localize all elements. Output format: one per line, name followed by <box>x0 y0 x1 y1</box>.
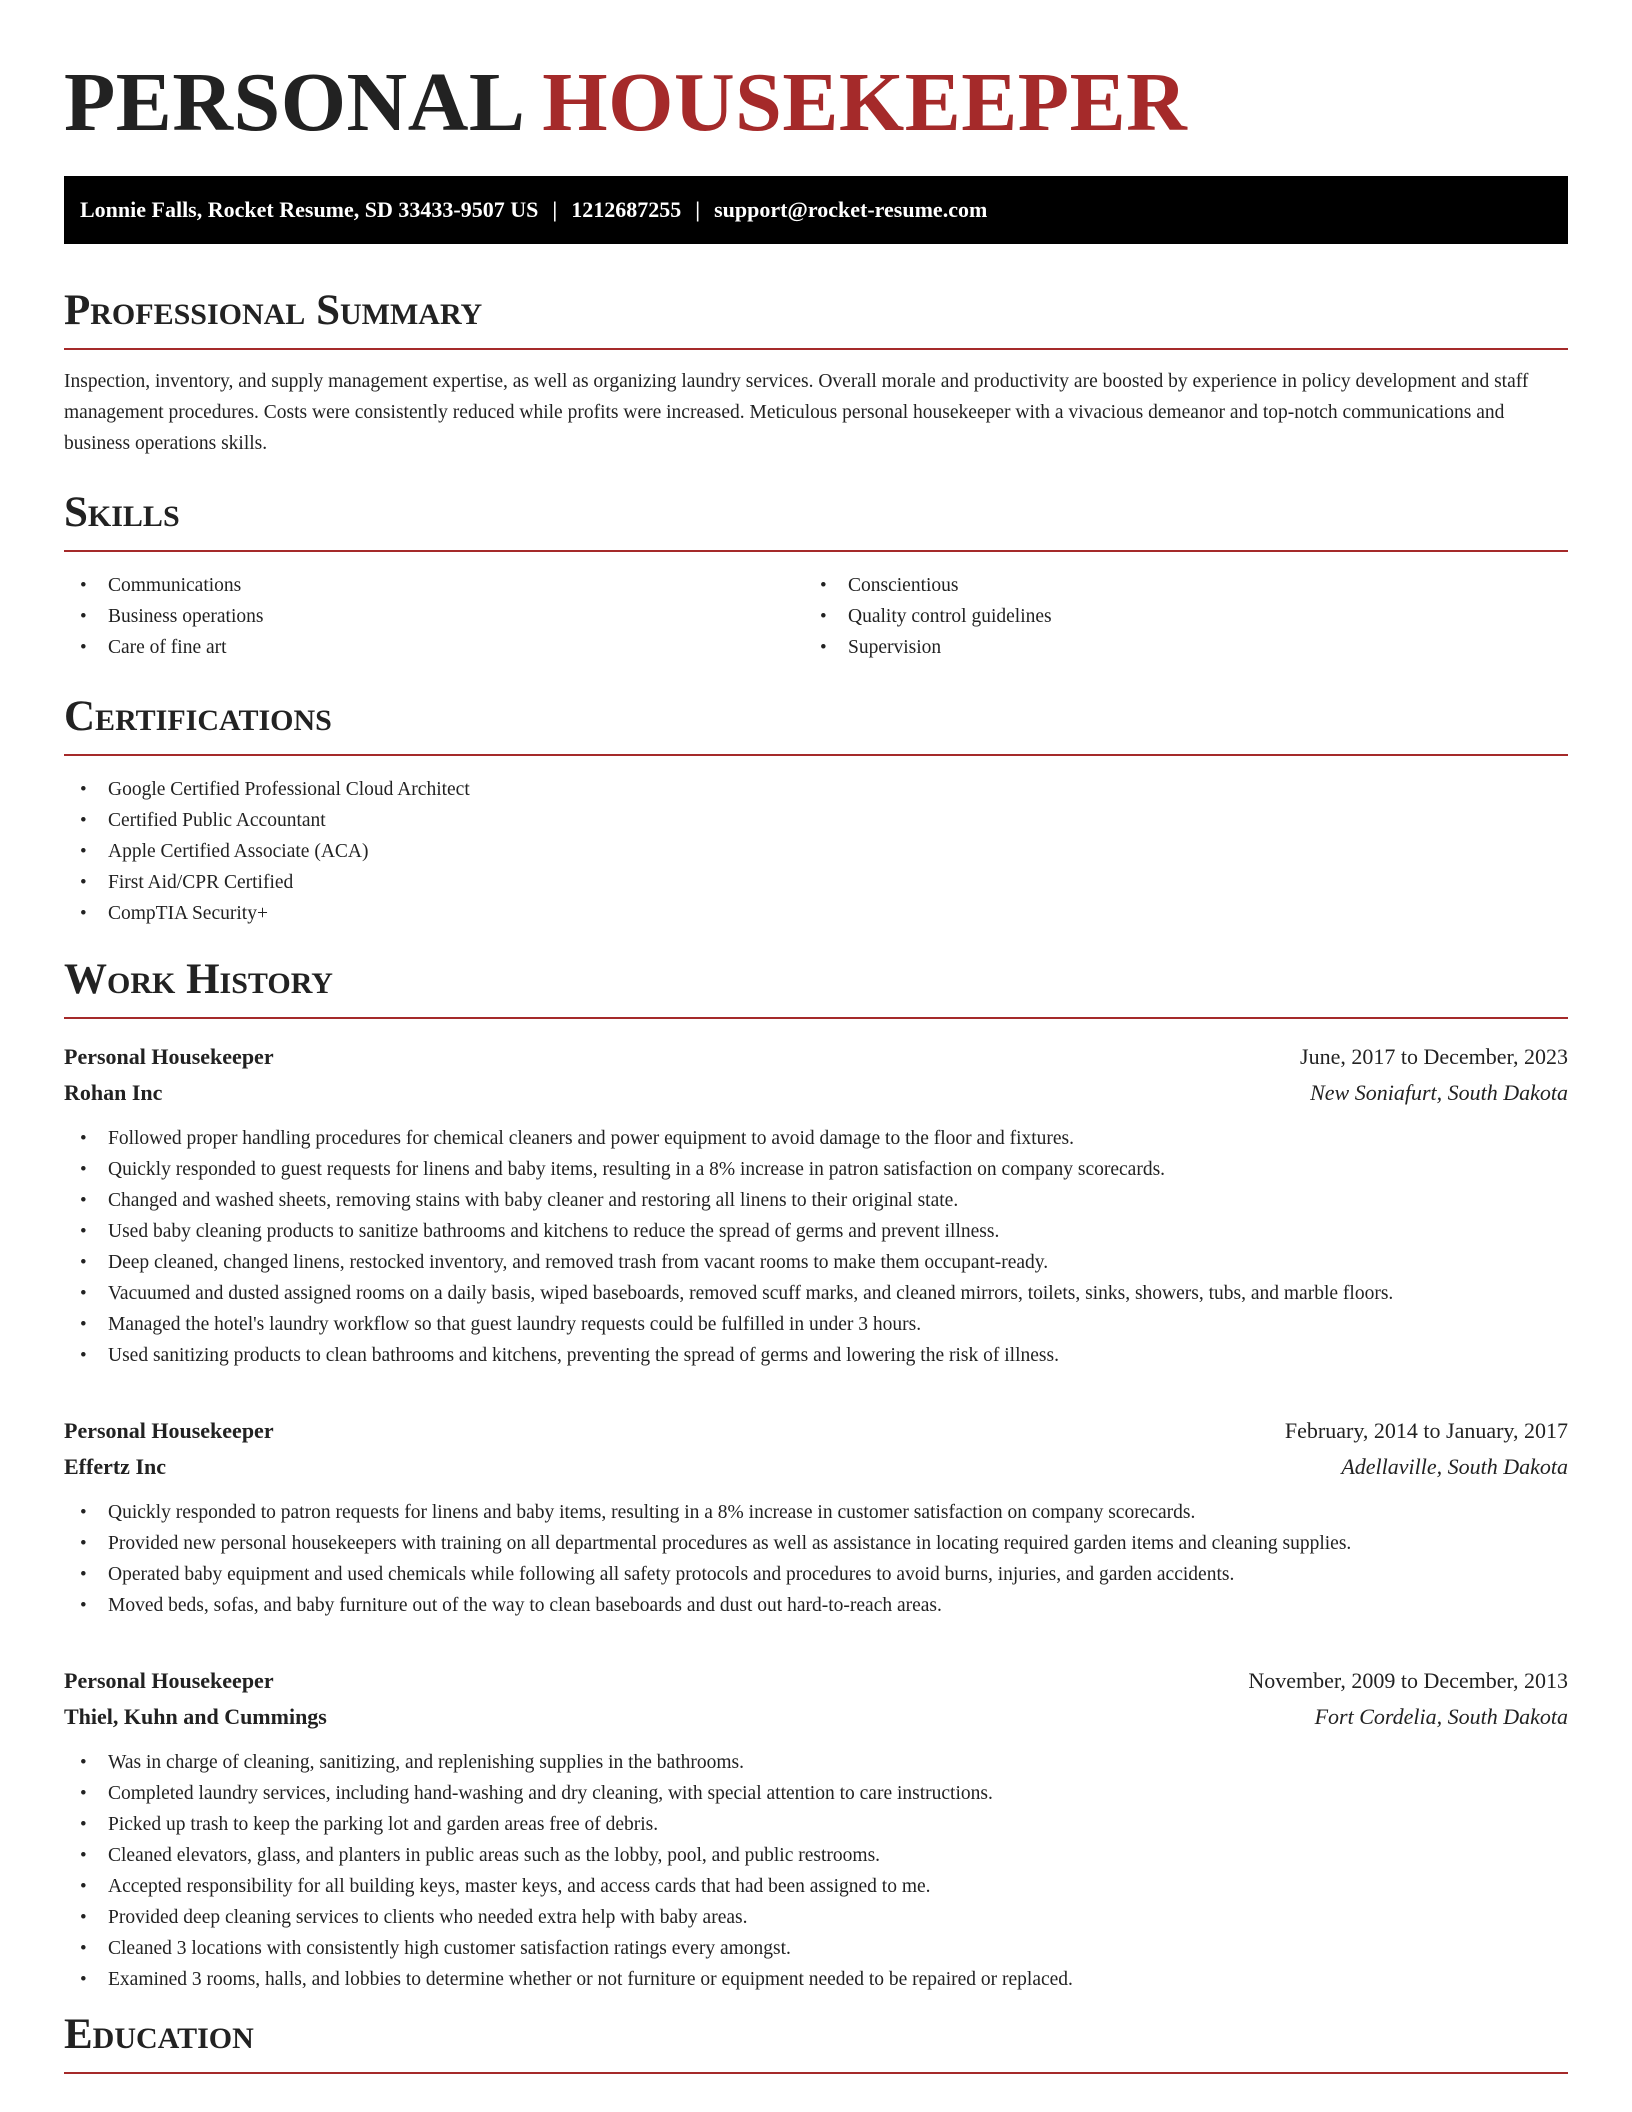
section-divider <box>64 550 1568 552</box>
section-title-skills: Skills <box>64 489 180 536</box>
job-duty-item: • Vacuumed and dusted assigned rooms on a daily basis, wiped baseboards, removed scuff marks, and cleaned mirrors, toilets, sinks, showers, tubs, and marble floors. <box>64 1278 1568 1309</box>
section-divider <box>64 348 1568 350</box>
certifications-section <box>64 692 1568 929</box>
job-dates: November, 2009 to December, 2013 <box>1248 1668 1568 1693</box>
skills-list-left <box>64 570 804 663</box>
job-duty-item: • Followed proper handling procedures for chemical cleaners and power equipment to avoid damage to the floor and fixtures. <box>64 1123 1568 1154</box>
section-divider <box>64 754 1568 756</box>
job-entry <box>64 1413 1568 1621</box>
job-location: Adellaville, South Dakota <box>1341 1454 1568 1479</box>
section-title-certifications: Certifications <box>64 693 332 740</box>
section-title-summary: Professional Summary <box>64 287 483 334</box>
summary-section <box>64 286 1568 459</box>
job-duty-item: • Operated baby equipment and used chemicals while following all safety protocols and procedures to avoid burns, injuries, and garden accidents. <box>64 1559 1568 1590</box>
job-duties-list <box>64 1497 1568 1621</box>
resume-page <box>64 0 1568 2058</box>
job-duty-item: • Quickly responded to patron requests for linens and baby items, resulting in a 8% increase in customer satisfaction on company scorecards. <box>64 1497 1568 1528</box>
section-title-work-history: Work History <box>64 956 333 1003</box>
job-header-row <box>64 1663 1568 1699</box>
job-duties-list <box>64 1123 1568 1371</box>
job-duty-item: • Examined 3 rooms, halls, and lobbies to determine whether or not furniture or equipment needed to be repaired or replaced. <box>64 1964 1568 1995</box>
certification-item: • Apple Certified Associate (ACA) <box>64 836 1568 867</box>
contact-separator: | <box>695 197 701 222</box>
job-duties-list <box>64 1747 1568 1995</box>
section-title-education: Education <box>64 2011 254 2058</box>
job-location: Fort Cordelia, South Dakota <box>1314 1704 1568 1729</box>
certification-item: • Google Certified Professional Cloud Architect <box>64 774 1568 805</box>
job-duty-item: • Provided deep cleaning services to clients who needed extra help with baby areas. <box>64 1902 1568 1933</box>
contact-address: Lonnie Falls, Rocket Resume, SD 33433-9507 US <box>80 197 539 222</box>
job-company: Effertz Inc <box>64 1454 167 1479</box>
job-duty-item: • Changed and washed sheets, removing stains with baby cleaner and restoring all linens to their original state. <box>64 1185 1568 1216</box>
job-company-row <box>64 1449 1568 1485</box>
skill-item: • Business operations <box>64 601 804 632</box>
skill-item: • Quality control guidelines <box>804 601 1544 632</box>
job-duty-item: • Was in charge of cleaning, sanitizing, and replenishing supplies in the bathrooms. <box>64 1747 1568 1778</box>
work-history-section <box>64 955 1568 1995</box>
summary-text: Inspection, inventory, and supply management expertise, as well as organizing laundry services. Overall morale and productivity are boosted by experience in policy development and staff management procedures. Costs were consistently reduced while profits were increased. Meticulous personal housekeeper with a vivacious demeanor and top-notch communications and business operations skills. <box>64 371 1529 454</box>
job-company-row <box>64 1699 1568 1735</box>
job-header-row <box>64 1039 1568 1075</box>
job-duty-item: • Provided new personal housekeepers with training on all departmental procedures as well as assistance in locating required garden items and cleaning supplies. <box>64 1528 1568 1559</box>
section-divider <box>64 2072 1568 2074</box>
job-entry <box>64 1039 1568 1371</box>
job-dates: February, 2014 to January, 2017 <box>1284 1418 1568 1443</box>
job-duty-item: • Completed laundry services, including hand-washing and dry cleaning, with special attention to care instructions. <box>64 1778 1568 1809</box>
skill-item: • Communications <box>64 570 804 601</box>
job-duty-item: • Quickly responded to guest requests for linens and baby items, resulting in a 8% increase in patron satisfaction on company scorecards. <box>64 1154 1568 1185</box>
job-duty-item: • Cleaned 3 locations with consistently high customer satisfaction ratings every amongst. <box>64 1933 1568 1964</box>
contact-email: support@rocket-resume.com <box>714 197 988 222</box>
job-duty-item: • Managed the hotel's laundry workflow so that guest laundry requests could be fulfilled in under 3 hours. <box>64 1309 1568 1340</box>
job-company: Thiel, Kuhn and Cummings <box>64 1704 327 1729</box>
job-duty-item: • Cleaned elevators, glass, and planters in public areas such as the lobby, pool, and public restrooms. <box>64 1840 1568 1871</box>
job-duty-item: • Picked up trash to keep the parking lot and garden areas free of debris. <box>64 1809 1568 1840</box>
job-location: New Soniafurt, South Dakota <box>1310 1080 1568 1105</box>
job-duty-item: • Moved beds, sofas, and baby furniture out of the way to clean baseboards and dust out hard-to-reach areas. <box>64 1590 1568 1621</box>
job-entry <box>64 1663 1568 1995</box>
certification-item: • First Aid/CPR Certified <box>64 867 1568 898</box>
job-duty-item: • Used sanitizing products to clean bathrooms and kitchens, preventing the spread of germs and lowering the risk of illness. <box>64 1340 1568 1371</box>
skills-section <box>64 488 1568 663</box>
skills-columns <box>64 570 1568 663</box>
job-company-row <box>64 1075 1568 1111</box>
skill-item: • Supervision <box>804 632 1544 663</box>
title-last-word: HOUSEKEEPER <box>542 56 1188 149</box>
job-duty-item: • Accepted responsibility for all building keys, master keys, and access cards that had been assigned to me. <box>64 1871 1568 1902</box>
title-first-word: PERSONAL <box>64 56 521 149</box>
skill-item: • Care of fine art <box>64 632 804 663</box>
contact-phone: 1212687255 <box>571 197 682 222</box>
section-divider <box>64 1017 1568 1019</box>
contact-bar <box>64 176 1568 244</box>
job-company: Rohan Inc <box>64 1080 163 1105</box>
job-title: Personal Housekeeper <box>64 1418 274 1443</box>
job-title: Personal Housekeeper <box>64 1044 274 1069</box>
certifications-list <box>64 774 1568 929</box>
skills-list-right <box>804 570 1544 663</box>
job-dates: June, 2017 to December, 2023 <box>1300 1044 1568 1069</box>
resume-title <box>64 0 1568 176</box>
job-duty-item: • Used baby cleaning products to sanitize bathrooms and kitchens to reduce the spread of germs and prevent illness. <box>64 1216 1568 1247</box>
contact-separator: | <box>552 197 558 222</box>
job-list <box>64 1039 1568 1995</box>
education-section <box>64 2010 1568 2074</box>
job-header-row <box>64 1413 1568 1449</box>
certification-item: • Certified Public Accountant <box>64 805 1568 836</box>
skill-item: • Conscientious <box>804 570 1544 601</box>
job-title: Personal Housekeeper <box>64 1668 274 1693</box>
certification-item: • CompTIA Security+ <box>64 898 1568 929</box>
job-duty-item: • Deep cleaned, changed linens, restocked inventory, and removed trash from vacant rooms to make them occupant-ready. <box>64 1247 1568 1278</box>
